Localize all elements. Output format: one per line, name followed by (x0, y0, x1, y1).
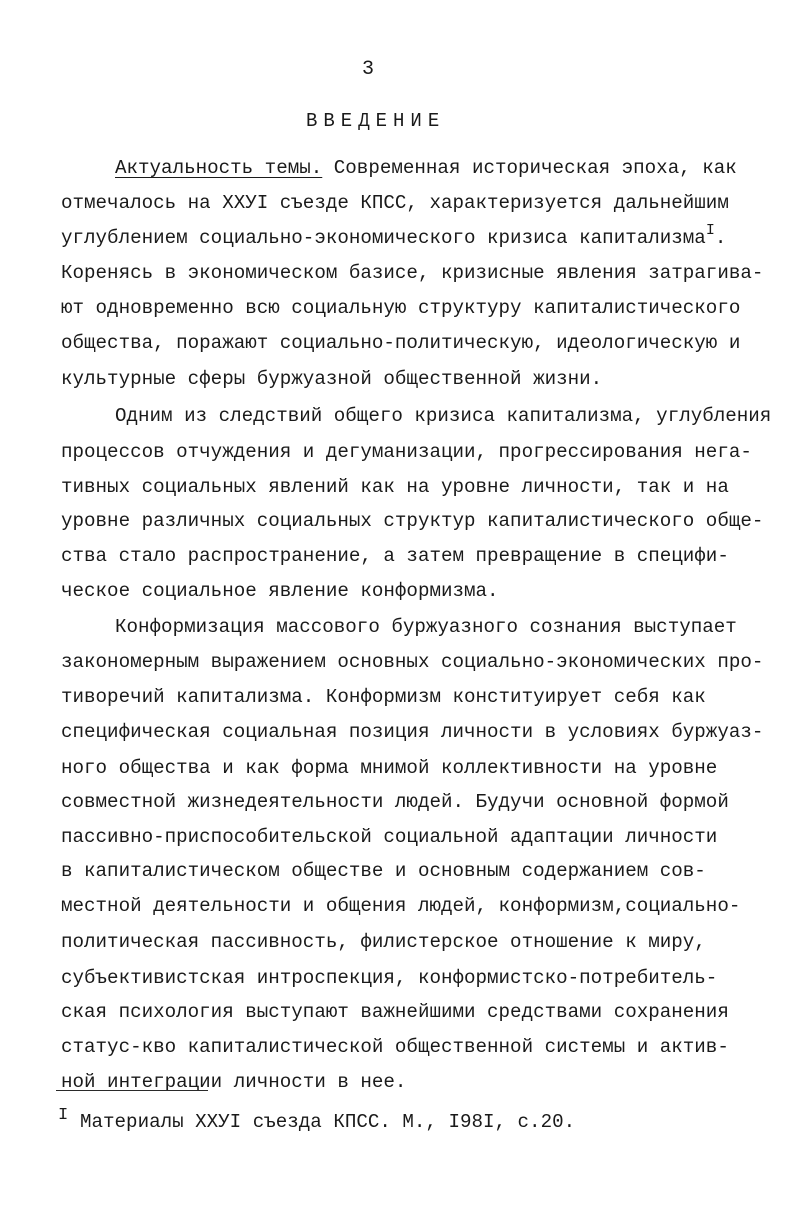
footnote-divider (56, 1090, 208, 1091)
paragraph-line: местной деятельности и общения людей, конформизм,социально- (61, 895, 741, 917)
paragraph-line: политическая пассивность, филистерское отношение к миру, (61, 931, 706, 953)
paragraph-line: в капиталистическом обществе и основным содержанием сов- (61, 860, 706, 882)
paragraph-line: ют одновременно всю социальную структуру капиталистического (61, 297, 741, 319)
paragraph-line: совместной жизнедеятельности людей. Будучи основной формой (61, 791, 729, 813)
paragraph-line: закономерным выражением основных социально-экономических про- (61, 651, 764, 673)
paragraph-line: ская психология выступают важнейшими средствами сохранения (61, 1001, 729, 1023)
page-number: 3 (362, 58, 375, 81)
paragraph-line: статус-кво капиталистической общественной системы и актив- (61, 1036, 729, 1058)
paragraph-line: Коренясь в экономическом базисе, кризисные явления затрагива- (61, 262, 764, 284)
paragraph-line: тивных социальных явлений как на уровне личности, так и на (61, 476, 729, 498)
footnote-reference: I (705, 222, 715, 239)
paragraph-line: общества, поражают социально-политическую, идеологическую и (61, 332, 741, 354)
paragraph-line-rest: Современная историческая эпоха, как (322, 157, 737, 179)
paragraph-line: уровне различных социальных структур капиталистического обще- (61, 510, 764, 532)
paragraph-line: ной интеграции личности в нее. (61, 1071, 407, 1093)
paragraph-line: ства стало распространение, а затем превращение в специфи- (61, 545, 729, 567)
paragraph-line: отмечалось на ХХУI съезде КПСС, характеризуется дальнейшим (61, 192, 729, 214)
paragraph-line: ческое социальное явление конформизма. (61, 580, 499, 602)
paragraph-line (61, 222, 727, 252)
section-lead: Актуальность темы. (115, 157, 323, 179)
paragraph-line-end: . (714, 227, 727, 249)
page-title: ВВЕДЕНИЕ (306, 110, 446, 132)
paragraph-line: тиворечий капитализма. Конформизм конституирует себя как (61, 686, 706, 708)
paragraph-line: Одним из следствий общего кризиса капитализма, углубления (115, 405, 772, 427)
paragraph-line: специфическая социальная позиция личности в условиях буржуаз- (61, 721, 764, 743)
footnote-text: Материалы ХХУI съезда КПСС. М., I98I, с.20. (80, 1111, 576, 1133)
paragraph-line: субъективистская интроспекция, конформистско-потребитель- (61, 967, 718, 989)
paragraph-line: культурные сферы буржуазной общественной жизни. (61, 368, 603, 390)
paragraph-line: процессов отчуждения и дегуманизации, прогрессирования нега- (61, 441, 752, 463)
paragraph-line-text: углублением социально-экономического кризиса капитализма (61, 227, 706, 249)
paragraph-line: Конформизация массового буржуазного сознания выступает (115, 616, 737, 638)
paragraph-line: пассивно-приспособительской социальной адаптации личности (61, 826, 718, 848)
footnote-mark: I (58, 1106, 69, 1125)
paragraph-line: ного общества и как форма мнимой коллективности на уровне (61, 757, 718, 779)
paragraph-line (115, 156, 737, 180)
